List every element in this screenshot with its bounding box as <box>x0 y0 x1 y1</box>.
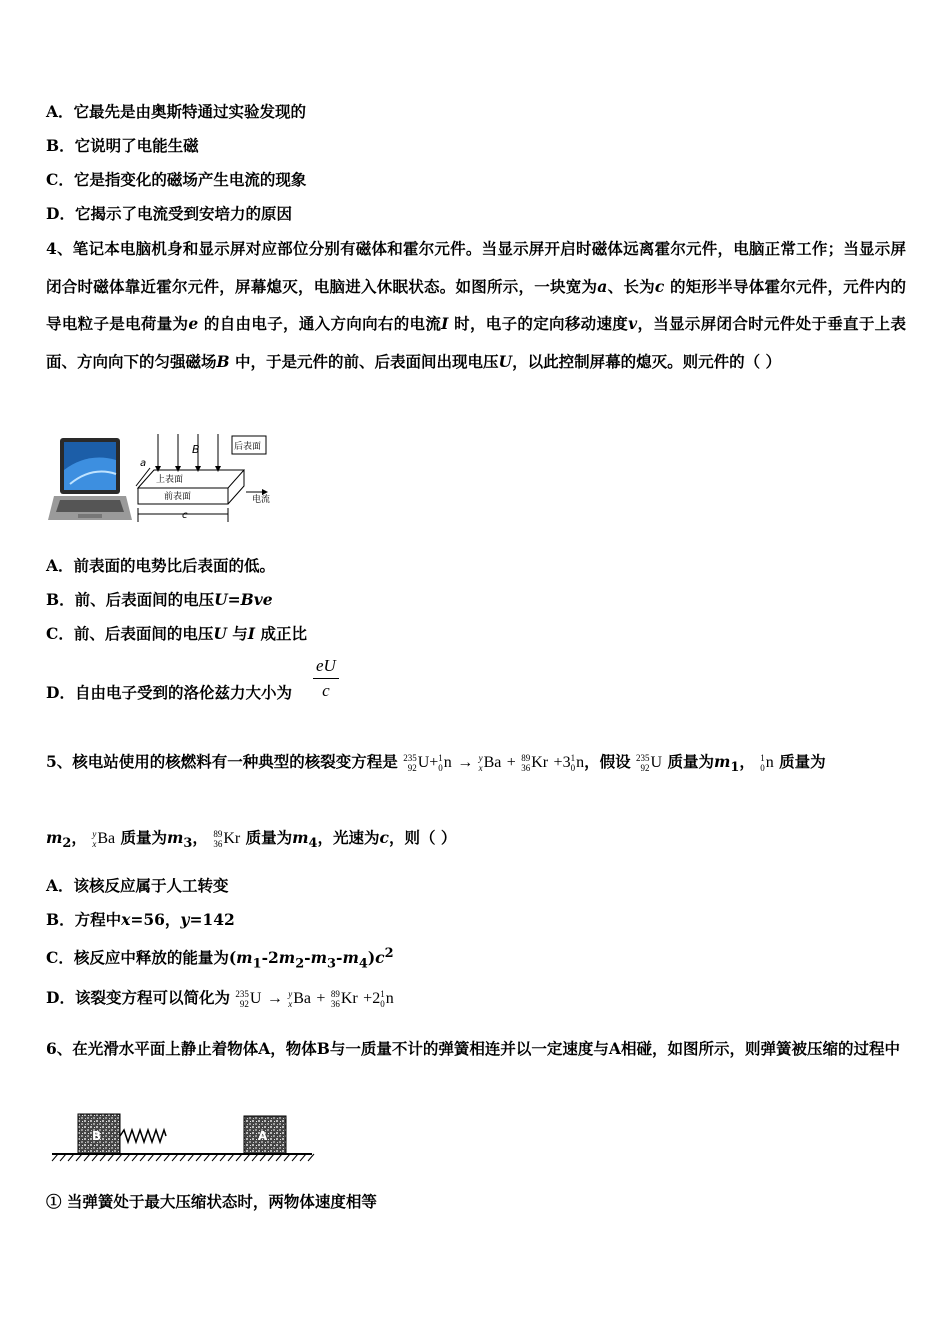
nuclide-Ba: y x Ba <box>288 989 312 1010</box>
svg-text:A: A <box>258 1129 268 1143</box>
nuclide-U235: 235 92 U <box>403 753 430 774</box>
q3-option-b: B．它说明了电能生磁 <box>46 136 199 155</box>
nuclide-n: 1 0 n <box>760 753 774 774</box>
q4-option-a: A．前表面的电势比后表面的低。 <box>46 556 276 575</box>
q5-stem-line1: 5、核电站使用的核燃料有一种典型的核裂变方程是 235 92 U+ 1 0 n → y x Ba + 89 36 Kr +3 1 0 n，假设 235 92 U 质量为$m_1$， 1 0 n 质量为 <box>46 742 826 788</box>
nuclide-Kr: 89 36 Kr <box>213 829 241 850</box>
label-current: 电流 <box>252 495 271 505</box>
nuclide-Kr: 89 36 Kr <box>330 989 358 1010</box>
q6-spring-figure <box>48 1108 318 1168</box>
ground-hatch <box>52 1154 314 1161</box>
spring-icon <box>120 1130 166 1142</box>
nuclide-U235: 235 92 U <box>235 989 262 1010</box>
nuclide-Ba: y x Ba <box>92 829 116 850</box>
label-back-face: 后表面 <box>234 442 262 452</box>
q4-option-b: B．前、后表面间的电压U=Bve <box>46 590 273 609</box>
q4-option-d: D．自由电子受到的洛伦兹力大小为 <box>46 683 292 702</box>
q4-hall-figure <box>48 430 288 530</box>
label-a: a <box>140 458 147 469</box>
q3-option-a: A．它最先是由奥斯特通过实验发现的 <box>46 102 307 121</box>
q5-option-d: D．该裂变方程可以简化为 235 92 U → y x Ba + 89 36 Kr +2 1 0 n <box>46 978 394 1019</box>
q4-stem: 4、笔记本电脑机身和显示屏对应部位分别有磁体和霍尔元件。当显示屏开启时磁体远离霍尔元件，电脑正常工作；当显示屏闭合时磁体靠近霍尔元件，屏幕熄灭，电脑进入休眠状态。如图所示，一块宽为a、长为c 的矩形半导体霍尔元件，元件内的导电粒子是电荷量为e 的自由电子，通入方向向右的电流I 时，电子的定向移动速度v，当显示屏闭合时元件处于垂直于上表面、方向向下的匀强磁场B 中，于是元件的前、后表面间出现电压U，以此控制屏幕的熄灭。则元件的（ ） <box>46 239 906 371</box>
q5-stem-line2: $m_2$， y x Ba 质量为$m_3$， 89 36 Kr 质量为$m_4$，光速为c，则（ ） <box>46 818 456 864</box>
q5-option-b: B．方程中x=56，y=142 <box>46 910 235 929</box>
q4-option-c: C．前、后表面间的电压U 与I 成正比 <box>46 624 307 643</box>
q3-option-d: D．它揭示了电流受到安培力的原因 <box>46 204 292 223</box>
label-B: B <box>192 443 200 456</box>
laptop-icon <box>48 438 132 520</box>
nuclide-Ba: y x Ba <box>478 753 502 774</box>
nuclide-n: 1 0 n <box>380 989 394 1010</box>
label-top-face: 上表面 <box>156 475 184 485</box>
q6-item-1: ① 当弹簧处于最大压缩状态时，两物体速度相等 <box>46 1192 377 1211</box>
svg-text:B: B <box>92 1129 102 1143</box>
nuclide-n: 1 0 n <box>570 753 585 774</box>
label-c: c <box>182 510 188 521</box>
q5-option-a: A．该核反应属于人工转变 <box>46 876 229 895</box>
nuclide-U235: 235 92 U <box>635 753 663 774</box>
label-front-face: 前表面 <box>164 492 192 502</box>
nuclide-Kr: 89 36 Kr <box>521 753 549 774</box>
q3-option-c: C．它是指变化的磁场产生电流的现象 <box>46 170 307 189</box>
q4-option-d-fraction: $\frac{eU}{c}$ <box>313 656 339 701</box>
q5-option-c: C．核反应中释放的能量为$(m_1-2m_2-m_3-m_4)c^2$ <box>46 946 394 972</box>
q6-stem: 6、在光滑水平面上静止着物体A，物体B与一质量不计的弹簧相连并以一定速度与A相碰，如图所示，则弹簧被压缩的过程中 <box>46 1039 900 1058</box>
nuclide-n: 1 0 n <box>438 753 452 774</box>
